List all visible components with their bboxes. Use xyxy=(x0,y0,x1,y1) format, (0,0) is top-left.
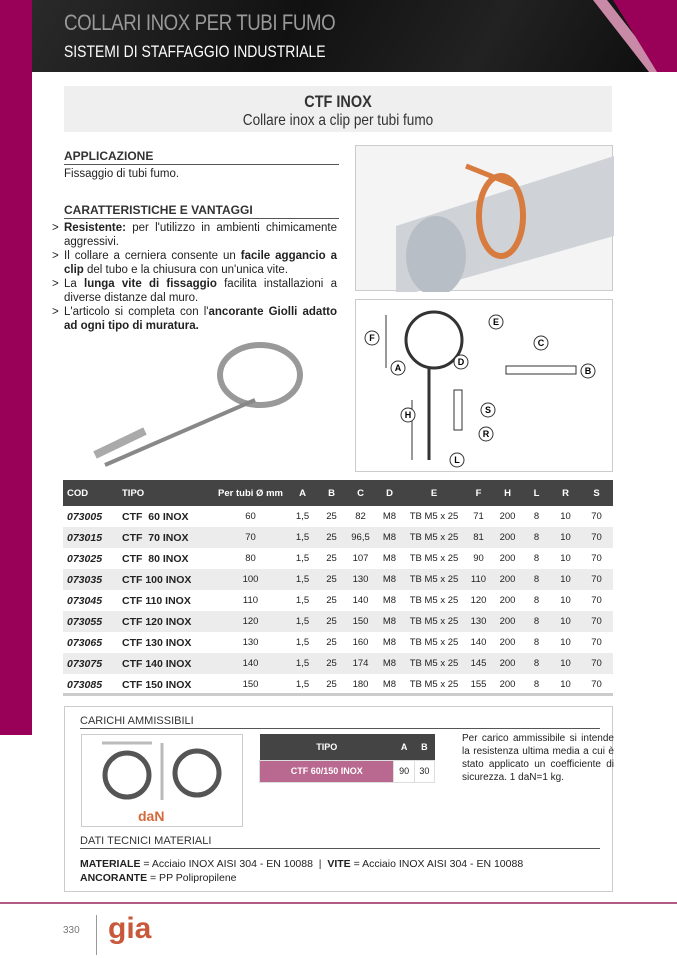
table-cell: 1,5 xyxy=(288,653,317,674)
features-list xyxy=(52,221,337,333)
table-cell: 71 xyxy=(473,511,484,522)
table-row xyxy=(63,611,613,632)
table-cell: 70 xyxy=(591,637,602,648)
table-cell: 200 xyxy=(493,611,522,632)
table-cell: 1,5 xyxy=(295,511,310,522)
table-cell: M8 xyxy=(375,527,404,548)
table-cell: 130 xyxy=(346,569,375,590)
col-b: B xyxy=(414,734,434,760)
table-cell: 140 xyxy=(352,595,369,606)
table-cell: CTF 120 INOX xyxy=(118,611,213,632)
table-cell: 110 xyxy=(242,595,259,606)
col-header: F xyxy=(464,480,493,506)
table-cell: 1,5 xyxy=(295,595,310,606)
table-cell: 25 xyxy=(326,679,337,690)
table-cell: 96,5 xyxy=(346,527,375,548)
table-cell: M8 xyxy=(382,553,397,564)
table-cell: 073025 xyxy=(67,552,103,565)
table-cell: 70 xyxy=(591,553,602,564)
table-cell: TB M5 x 25 xyxy=(409,637,459,648)
label-e: E xyxy=(492,317,500,327)
side-band xyxy=(0,0,32,735)
loads-table xyxy=(259,734,435,783)
table-cell: 10 xyxy=(560,637,571,648)
table-cell: TB M5 x 25 xyxy=(404,611,464,632)
col-header: D xyxy=(375,480,404,506)
page-number: 330 xyxy=(63,925,80,936)
product-parts-image xyxy=(85,335,355,475)
table-cell: 145 xyxy=(464,653,493,674)
load-diagram xyxy=(81,734,243,827)
table-cell: CTF 130 INOX xyxy=(122,636,192,649)
table-cell: TB M5 x 25 xyxy=(409,511,459,522)
table-cell: 70 xyxy=(580,527,613,548)
table-cell: 70 xyxy=(591,595,602,606)
table-cell: 140 xyxy=(470,637,487,648)
table-cell: TB M5 x 25 xyxy=(404,653,464,674)
table-cell: 8 xyxy=(522,569,551,590)
label-s: S xyxy=(484,405,492,415)
label-b: B xyxy=(584,366,592,376)
load-a: 90 xyxy=(394,760,414,782)
load-tipo: CTF 60/150 INOX xyxy=(260,760,394,782)
table-cell: 107 xyxy=(352,553,369,564)
table-cell: 25 xyxy=(326,511,337,522)
product-title-box xyxy=(64,86,612,132)
applicazione-text: Fissaggio di tubi fumo. xyxy=(64,168,180,180)
table-cell: CTF 100 INOX xyxy=(118,569,213,590)
table-cell: 10 xyxy=(560,511,571,522)
table-cell: 1,5 xyxy=(288,527,317,548)
table-cell: M8 xyxy=(382,595,397,606)
table-cell: 073045 xyxy=(67,594,103,607)
table-cell: TB M5 x 25 xyxy=(409,679,459,690)
product-description: Collare inox a clip per tubi fumo xyxy=(242,112,434,129)
table-cell: 110 xyxy=(464,569,493,590)
table-cell: 25 xyxy=(317,611,346,632)
col-header: TIPO xyxy=(118,480,213,506)
table-cell: M8 xyxy=(382,637,397,648)
load-b: 30 xyxy=(414,760,434,782)
table-cell: M8 xyxy=(375,611,404,632)
table-row xyxy=(63,569,613,590)
table-header-row xyxy=(63,480,613,506)
gia-logo: gia xyxy=(108,912,152,945)
header-title: COLLARI INOX PER TUBI FUMO xyxy=(64,10,336,35)
table-cell: 1,5 xyxy=(295,637,310,648)
table-cell: 120 xyxy=(213,611,288,632)
feature-item: > Resistente: per l'utilizzo in ambienti chimicamente aggressivi. xyxy=(52,221,337,249)
col-header: H xyxy=(493,480,522,506)
table-cell: 073085 xyxy=(67,678,103,691)
load-unit: daN xyxy=(138,808,165,824)
technical-diagram xyxy=(355,299,613,472)
table-cell: 100 xyxy=(213,569,288,590)
loads-panel xyxy=(64,706,613,892)
table-row xyxy=(63,590,613,611)
footer-line xyxy=(0,902,677,904)
section-carichi: CARICHI AMMISSIBILI xyxy=(80,715,600,729)
table-cell: 25 xyxy=(317,527,346,548)
table-cell: 130 xyxy=(242,637,259,648)
table-cell: 1,5 xyxy=(295,553,310,564)
table-divider xyxy=(63,693,613,696)
table-cell: 200 xyxy=(493,569,522,590)
table-cell: 1,5 xyxy=(288,611,317,632)
table-cell: 200 xyxy=(493,527,522,548)
table-cell: 10 xyxy=(551,569,580,590)
feature-item: > Il collare a cerniera consente un facile aggancio a clip del tubo e la chiusura con un'unica vite. xyxy=(52,249,337,277)
materials-text: MATERIALE = Acciaio INOX AISI 304 - EN 10088 | VITE = Acciaio INOX AISI 304 - EN 10088 ANCORANTE = PP Polipropilene xyxy=(80,858,524,884)
table-row xyxy=(63,548,613,569)
col-a: A xyxy=(394,734,414,760)
table-cell: TB M5 x 25 xyxy=(409,553,459,564)
table-cell: CTF 150 INOX xyxy=(122,678,192,691)
table-cell: 8 xyxy=(533,595,540,606)
col-header: COD xyxy=(63,480,118,506)
col-header: Per tubi Ø mm xyxy=(213,480,288,506)
col-header: S xyxy=(580,480,613,506)
table-cell: 150 xyxy=(346,611,375,632)
table-cell: 90 xyxy=(473,553,484,564)
col-header: E xyxy=(404,480,464,506)
table-cell: 8 xyxy=(533,511,540,522)
table-cell: CTF 110 INOX xyxy=(122,594,191,607)
table-cell: 140 xyxy=(213,653,288,674)
table-cell: 130 xyxy=(464,611,493,632)
table-cell: 25 xyxy=(326,595,337,606)
table-row xyxy=(63,632,613,653)
col-header: C xyxy=(346,480,375,506)
product-table xyxy=(63,480,613,695)
table-cell: 200 xyxy=(499,679,516,690)
col-header: L xyxy=(522,480,551,506)
table-cell: M8 xyxy=(375,653,404,674)
table-row xyxy=(63,506,613,527)
feature-item: > L'articolo si completa con l'ancorante Giolli adatto ad ogni tipo di muratura. xyxy=(52,305,337,333)
table-cell: TB M5 x 25 xyxy=(404,569,464,590)
table-cell: 8 xyxy=(533,637,540,648)
table-cell: 10 xyxy=(551,527,580,548)
table-cell: 8 xyxy=(533,679,540,690)
section-materiali: DATI TECNICI MATERIALI xyxy=(80,835,600,849)
table-cell: 10 xyxy=(560,553,571,564)
table-cell: 8 xyxy=(522,527,551,548)
section-applicazione: APPLICAZIONE xyxy=(64,149,339,165)
label-h: H xyxy=(404,410,412,420)
table-cell: 1,5 xyxy=(288,569,317,590)
table-cell: 8 xyxy=(522,653,551,674)
feature-item: > La lunga vite di fissaggio facilita installazioni a diverse distanze dal muro. xyxy=(52,277,337,305)
table-cell: 70 xyxy=(591,511,602,522)
table-cell: 120 xyxy=(470,595,487,606)
table-cell: M8 xyxy=(375,569,404,590)
col-header: A xyxy=(288,480,317,506)
label-c: C xyxy=(537,338,545,348)
table-cell: CTF 80 INOX xyxy=(122,552,189,565)
table-cell: 81 xyxy=(464,527,493,548)
footer-divider xyxy=(96,915,97,955)
table-cell: 8 xyxy=(522,611,551,632)
table-cell: 25 xyxy=(326,553,337,564)
table-cell: TB M5 x 25 xyxy=(404,527,464,548)
table-cell: 180 xyxy=(352,679,369,690)
table-cell: 155 xyxy=(470,679,487,690)
pipe-clamp-illustration xyxy=(356,146,614,292)
header-subtitle: SISTEMI DI STAFFAGGIO INDUSTRIALE xyxy=(64,42,326,61)
table-cell: TB M5 x 25 xyxy=(409,595,459,606)
col-header: B xyxy=(317,480,346,506)
table-cell: 80 xyxy=(245,553,256,564)
table-row xyxy=(63,653,613,674)
table-cell: 60 xyxy=(245,511,256,522)
col-tipo: TIPO xyxy=(260,734,394,760)
load-note: Per carico ammissibile si intende la resistenza ultima media a cui è stato applicato un coefficiente di sicurezza. 1 daN=1 kg. xyxy=(462,733,614,783)
product-name: CTF INOX xyxy=(304,92,372,111)
table-cell: 200 xyxy=(499,553,516,564)
table-cell: 10 xyxy=(560,595,571,606)
table-cell: 200 xyxy=(499,595,516,606)
table-cell: 1,5 xyxy=(295,679,310,690)
table-cell: 174 xyxy=(346,653,375,674)
label-f: F xyxy=(369,333,375,343)
table-cell: 073015 xyxy=(63,527,118,548)
table-row xyxy=(63,674,613,695)
table-cell: 82 xyxy=(355,511,366,522)
table-cell: M8 xyxy=(382,679,397,690)
label-d: D xyxy=(457,357,465,367)
table-cell: 8 xyxy=(533,553,540,564)
table-cell: 073075 xyxy=(63,653,118,674)
table-cell: 073005 xyxy=(67,510,103,523)
table-cell: M8 xyxy=(382,511,397,522)
label-a: A xyxy=(394,363,402,373)
table-cell: 073065 xyxy=(67,636,103,649)
table-cell: 200 xyxy=(493,653,522,674)
table-cell: 25 xyxy=(317,653,346,674)
table-cell: 70 xyxy=(591,679,602,690)
table-cell: 073055 xyxy=(63,611,118,632)
table-cell: 073035 xyxy=(63,569,118,590)
table-cell: 10 xyxy=(551,653,580,674)
dimension-drawing xyxy=(356,300,614,473)
table-cell: 10 xyxy=(551,611,580,632)
table-row xyxy=(63,527,613,548)
table-cell: 200 xyxy=(499,637,516,648)
table-cell: 70 xyxy=(580,611,613,632)
table-cell: 10 xyxy=(560,679,571,690)
table-cell: 70 xyxy=(580,653,613,674)
table-cell: CTF 70 INOX xyxy=(118,527,213,548)
table-cell: 200 xyxy=(499,511,516,522)
table-cell: 70 xyxy=(580,569,613,590)
col-header: R xyxy=(551,480,580,506)
section-caratteristiche: CARATTERISTICHE E VANTAGGI xyxy=(64,203,339,219)
label-l: L xyxy=(454,455,460,465)
table-cell: 25 xyxy=(326,637,337,648)
product-installed-image xyxy=(355,145,613,291)
table-cell: CTF 60 INOX xyxy=(122,510,189,523)
table-cell: 150 xyxy=(242,679,259,690)
table-cell: CTF 140 INOX xyxy=(118,653,213,674)
table-cell: 70 xyxy=(213,527,288,548)
table-cell: 160 xyxy=(352,637,369,648)
label-r: R xyxy=(482,429,490,439)
table-cell: 25 xyxy=(317,569,346,590)
